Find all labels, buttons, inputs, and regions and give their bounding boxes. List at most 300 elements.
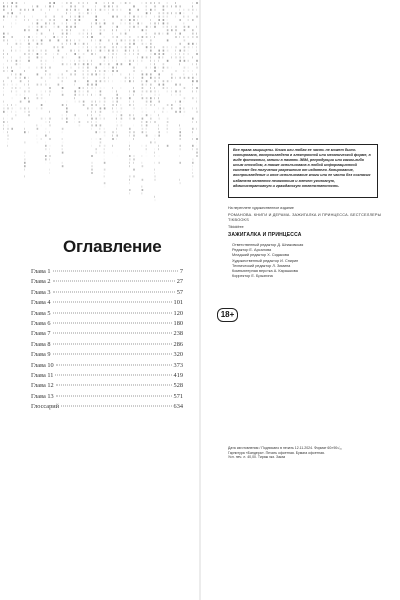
binary-glyph-mark <box>95 111 96 113</box>
binary-glyph-mark <box>7 84 8 86</box>
binary-glyph-mark <box>150 63 151 65</box>
binary-glyph-mark <box>7 70 8 72</box>
binary-glyph-mark <box>58 9 59 11</box>
binary-glyph-mark <box>70 9 71 11</box>
binary-glyph-mark <box>45 50 47 52</box>
binary-glyph-mark <box>179 60 181 62</box>
binary-glyph-mark <box>167 16 168 18</box>
binary-glyph-mark <box>192 165 193 167</box>
binary-glyph-mark <box>79 124 81 126</box>
binary-glyph-mark <box>3 84 5 86</box>
binary-glyph-mark <box>20 63 21 65</box>
binary-glyph-mark <box>100 26 102 28</box>
binary-glyph-mark <box>167 131 168 133</box>
binary-glyph-mark <box>28 111 30 113</box>
binary-glyph-mark <box>83 33 84 35</box>
binary-glyph-mark <box>196 90 197 92</box>
binary-glyph-mark <box>129 53 130 55</box>
binary-glyph-mark <box>87 80 89 82</box>
binary-glyph-mark <box>49 152 50 154</box>
binary-glyph-mark <box>116 107 117 109</box>
binary-glyph-mark <box>179 36 180 38</box>
binary-glyph-mark <box>16 60 18 62</box>
binary-glyph-mark <box>24 19 25 21</box>
toc-entry-page: 373 <box>173 361 183 369</box>
binary-glyph-mark <box>146 155 148 157</box>
binary-glyph-mark <box>24 162 26 164</box>
binary-glyph-mark <box>45 84 47 86</box>
binary-glyph-mark <box>184 114 185 116</box>
credit-line: Художественный редактор И. Спирин <box>232 258 299 263</box>
binary-glyph-mark <box>95 9 96 11</box>
binary-glyph-mark <box>196 46 197 48</box>
binary-glyph-mark <box>196 36 198 38</box>
binary-glyph-mark <box>146 145 147 147</box>
binary-glyph-mark <box>175 111 177 113</box>
toc-entry-label: Глоссарий <box>31 403 59 411</box>
binary-glyph-mark <box>171 90 172 92</box>
binary-glyph-mark <box>142 118 144 120</box>
binary-glyph-mark <box>167 67 169 69</box>
binary-glyph-mark <box>91 165 93 167</box>
binary-glyph-mark <box>137 46 138 48</box>
binary-glyph-mark <box>171 80 172 82</box>
binary-glyph-mark <box>58 26 60 28</box>
binary-glyph-mark <box>192 33 194 35</box>
binary-glyph-mark <box>79 16 81 18</box>
binary-glyph-mark <box>116 128 117 130</box>
binary-glyph-mark <box>142 80 143 82</box>
binary-glyph-mark <box>91 162 93 164</box>
binary-glyph-mark <box>192 9 194 11</box>
binary-glyph-mark <box>129 29 130 31</box>
binary-glyph-mark <box>37 26 39 28</box>
binary-glyph-mark <box>196 2 198 4</box>
binary-glyph-mark <box>121 111 122 113</box>
binary-glyph-mark <box>45 118 46 120</box>
binary-glyph-mark <box>154 141 156 143</box>
binary-glyph-mark <box>133 16 135 18</box>
binary-glyph-mark <box>20 77 21 79</box>
binary-glyph-mark <box>146 152 147 154</box>
binary-glyph-mark <box>32 9 34 11</box>
binary-glyph-mark <box>129 104 131 106</box>
binary-glyph-mark <box>175 26 177 28</box>
binary-glyph-mark <box>45 80 46 82</box>
binary-glyph-mark <box>45 26 47 28</box>
binary-glyph-mark <box>112 36 114 38</box>
binary-glyph-mark <box>121 73 122 75</box>
binary-glyph-mark <box>163 67 165 69</box>
binary-glyph-mark <box>32 5 33 7</box>
binary-glyph-mark <box>137 26 139 28</box>
copyright-notice-box: Все права защищены. Книга или любая ее часть не может быть скопирована, воспроизведена в электронной или механической форме, в виде фотокопии, записи в память ЭВМ, репродукции или каким-либо иным способом, а также использована в любой информационной системе без получения разрешения от издателя. Копирование, воспроизведение и иное использование книги или ее части без согласия издателя является незаконным и влечет уголовную, административную и гражданскую ответственность. <box>228 144 378 198</box>
binary-glyph-mark <box>24 16 25 18</box>
binary-glyph-mark <box>188 77 190 79</box>
binary-glyph-mark <box>196 60 198 62</box>
binary-glyph-mark <box>112 73 113 75</box>
binary-glyph-mark <box>142 43 144 45</box>
binary-glyph-mark <box>154 162 155 164</box>
binary-glyph-mark <box>179 128 181 130</box>
binary-glyph-mark <box>179 111 181 113</box>
binary-glyph-mark <box>150 84 152 86</box>
binary-glyph-mark <box>125 56 127 58</box>
binary-glyph-mark <box>100 114 101 116</box>
binary-glyph-mark <box>91 101 93 103</box>
toc-entry-label: Глава 6 <box>31 319 51 327</box>
binary-glyph-mark <box>41 67 43 69</box>
binary-glyph-mark <box>112 50 114 52</box>
binary-glyph-mark <box>53 33 54 35</box>
binary-glyph-mark <box>66 9 68 11</box>
binary-glyph-mark <box>184 53 185 55</box>
binary-glyph-mark <box>100 70 101 72</box>
toc-entry-label: Глава 11 <box>31 371 54 379</box>
binary-glyph-mark <box>167 145 169 147</box>
binary-glyph-mark <box>28 19 29 21</box>
binary-glyph-mark <box>129 179 130 181</box>
binary-glyph-mark <box>150 50 152 52</box>
binary-glyph-mark <box>108 77 109 79</box>
binary-glyph-mark <box>24 36 25 38</box>
binary-glyph-mark <box>150 60 151 62</box>
binary-glyph-mark <box>66 36 67 38</box>
binary-glyph-mark <box>74 70 76 72</box>
binary-glyph-mark <box>192 107 193 109</box>
binary-glyph-mark <box>70 5 72 7</box>
binary-glyph-mark <box>20 50 21 52</box>
binary-glyph-mark <box>74 118 75 120</box>
binary-glyph-mark <box>125 46 127 48</box>
binary-glyph-mark <box>41 107 43 109</box>
binary-glyph-mark <box>108 2 109 4</box>
binary-glyph-mark <box>158 77 160 79</box>
binary-glyph-mark <box>154 135 156 137</box>
binary-glyph-mark <box>32 26 33 28</box>
binary-glyph-mark <box>108 80 109 82</box>
binary-glyph-mark <box>184 56 185 58</box>
toc-entry-label: Глава 13 <box>31 392 54 400</box>
binary-glyph-mark <box>37 50 38 52</box>
binary-glyph-mark <box>179 53 180 55</box>
binary-glyph-mark <box>49 148 50 150</box>
binary-glyph-mark <box>184 36 185 38</box>
binary-glyph-mark <box>62 141 64 143</box>
binary-glyph-mark <box>45 12 46 14</box>
binary-glyph-mark <box>196 155 198 157</box>
binary-glyph-mark <box>49 73 51 75</box>
toc-leader-dots <box>53 322 172 323</box>
binary-glyph-mark <box>121 2 122 4</box>
binary-glyph-mark <box>133 118 135 120</box>
binary-glyph-mark <box>146 43 147 45</box>
binary-glyph-mark <box>91 53 93 55</box>
binary-glyph-mark <box>100 73 101 75</box>
binary-glyph-mark <box>192 131 193 133</box>
binary-glyph-mark <box>16 104 17 106</box>
binary-glyph-mark <box>150 39 152 41</box>
binary-glyph-mark <box>104 118 105 120</box>
binary-glyph-mark <box>41 94 43 96</box>
binary-glyph-mark <box>184 46 186 48</box>
binary-glyph-mark <box>116 26 118 28</box>
binary-glyph-mark <box>104 67 105 69</box>
binary-glyph-mark <box>95 90 96 92</box>
binary-glyph-mark <box>167 121 169 123</box>
book-title: ЗАЖИГАЛКА И ПРИНЦЕССА <box>228 232 302 238</box>
binary-glyph-mark <box>129 2 131 4</box>
binary-glyph-mark <box>196 148 198 150</box>
binary-glyph-mark <box>3 26 4 28</box>
binary-glyph-mark <box>116 56 117 58</box>
binary-glyph-mark <box>146 124 148 126</box>
print-detail-line: Дата изготовления / Подписано в печать 12.11.2024. Формат 60×90¹/₁₆ <box>228 446 342 450</box>
binary-glyph-mark <box>100 97 101 99</box>
binary-glyph-mark <box>62 22 63 24</box>
binary-glyph-mark <box>28 101 30 103</box>
binary-glyph-mark <box>142 29 144 31</box>
binary-glyph-mark <box>150 46 152 48</box>
binary-glyph-mark <box>150 77 152 79</box>
binary-glyph-mark <box>11 5 12 7</box>
toc-entry-page: 57 <box>176 288 183 296</box>
binary-glyph-mark <box>11 118 13 120</box>
binary-glyph-mark <box>45 67 46 69</box>
binary-glyph-mark <box>179 104 181 106</box>
binary-glyph-mark <box>20 9 22 11</box>
binary-glyph-mark <box>167 90 168 92</box>
binary-glyph-mark <box>7 5 8 7</box>
binary-glyph-mark <box>129 118 131 120</box>
binary-glyph-mark <box>32 39 34 41</box>
binary-glyph-mark <box>112 43 113 45</box>
binary-glyph-mark <box>125 77 127 79</box>
binary-glyph-mark <box>167 60 169 62</box>
binary-glyph-mark <box>11 46 12 48</box>
binary-glyph-mark <box>83 12 84 14</box>
binary-glyph-mark <box>104 50 106 52</box>
binary-glyph-mark <box>175 2 176 4</box>
binary-glyph-mark <box>116 114 117 116</box>
binary-glyph-mark <box>192 97 194 99</box>
binary-glyph-mark <box>16 5 18 7</box>
binary-glyph-mark <box>116 39 117 41</box>
binary-glyph-mark <box>158 118 160 120</box>
binary-glyph-mark <box>37 53 39 55</box>
binary-glyph-mark <box>95 67 97 69</box>
binary-glyph-mark <box>196 121 197 123</box>
binary-glyph-mark <box>142 186 143 188</box>
binary-glyph-mark <box>104 56 106 58</box>
binary-glyph-mark <box>121 9 122 11</box>
binary-glyph-mark <box>188 43 190 45</box>
binary-glyph-mark <box>137 9 139 11</box>
binary-glyph-mark <box>154 138 155 140</box>
binary-glyph-mark <box>146 84 147 86</box>
binary-glyph-mark <box>116 121 117 123</box>
binary-glyph-mark <box>129 155 131 157</box>
binary-glyph-mark <box>142 107 143 109</box>
binary-glyph-mark <box>158 97 159 99</box>
binary-glyph-mark <box>45 135 47 137</box>
binary-glyph-mark <box>125 33 127 35</box>
binary-glyph-mark <box>79 12 81 14</box>
binary-glyph-mark <box>163 19 165 21</box>
binary-glyph-mark <box>104 29 105 31</box>
binary-glyph-mark <box>121 121 122 123</box>
binary-glyph-mark <box>49 9 50 11</box>
binary-glyph-mark <box>192 148 193 150</box>
binary-glyph-mark <box>158 90 159 92</box>
binary-glyph-mark <box>108 70 109 72</box>
binary-glyph-mark <box>116 90 117 92</box>
binary-glyph-mark <box>158 114 159 116</box>
binary-glyph-mark <box>158 135 160 137</box>
binary-glyph-mark <box>66 107 68 109</box>
binary-glyph-mark <box>192 36 194 38</box>
binary-glyph-mark <box>192 135 193 137</box>
binary-glyph-mark <box>49 121 50 123</box>
binary-glyph-mark <box>104 182 106 184</box>
binary-glyph-mark <box>37 39 38 41</box>
binary-glyph-mark <box>91 114 92 116</box>
binary-glyph-mark <box>45 158 47 160</box>
binary-glyph-mark <box>91 141 92 143</box>
toc-leader-dots <box>56 364 172 365</box>
binary-glyph-mark <box>167 104 169 106</box>
binary-glyph-mark <box>158 155 160 157</box>
binary-glyph-mark <box>142 73 144 75</box>
binary-glyph-mark <box>192 138 193 140</box>
binary-glyph-mark <box>133 158 135 160</box>
binary-glyph-mark <box>146 121 148 123</box>
binary-glyph-mark <box>188 67 189 69</box>
binary-glyph-mark <box>20 56 21 58</box>
binary-glyph-mark <box>116 135 118 137</box>
binary-glyph-mark <box>133 90 135 92</box>
binary-glyph-mark <box>49 118 51 120</box>
binary-glyph-mark <box>83 60 85 62</box>
binary-glyph-mark <box>87 33 88 35</box>
binary-glyph-mark <box>142 128 144 130</box>
binary-glyph-mark <box>24 169 25 171</box>
toc-entry <box>31 330 183 340</box>
left-page <box>0 0 199 600</box>
binary-glyph-mark <box>129 101 130 103</box>
binary-glyph-mark <box>83 104 85 106</box>
binary-glyph-mark <box>37 5 39 7</box>
binary-glyph-mark <box>129 135 130 137</box>
binary-glyph-mark <box>154 148 155 150</box>
binary-glyph-mark <box>137 16 139 18</box>
binary-glyph-mark <box>91 87 93 89</box>
binary-glyph-mark <box>62 118 63 120</box>
toc-entry <box>31 268 183 278</box>
binary-glyph-mark <box>150 12 151 14</box>
binary-glyph-mark <box>7 107 9 109</box>
binary-glyph-mark <box>62 77 64 79</box>
binary-glyph-mark <box>171 56 172 58</box>
binary-glyph-mark <box>192 70 193 72</box>
binary-glyph-mark <box>167 50 169 52</box>
binary-glyph-mark <box>179 145 181 147</box>
binary-glyph-mark <box>154 179 156 181</box>
binary-glyph-mark <box>83 87 84 89</box>
binary-glyph-mark <box>167 128 168 130</box>
binary-glyph-mark <box>104 131 106 133</box>
binary-glyph-mark <box>184 67 186 69</box>
binary-glyph-mark <box>45 5 46 7</box>
binary-glyph-mark <box>100 29 102 31</box>
toc-entry-label: Глава 7 <box>31 330 51 338</box>
binary-glyph-mark <box>95 73 97 75</box>
binary-glyph-mark <box>163 33 164 35</box>
print-detail-line: Гарнитура «Бандера». Печать офсетная. Бумага офсетная. <box>228 450 325 455</box>
binary-glyph-mark <box>32 16 33 18</box>
binary-glyph-mark <box>158 131 160 133</box>
binary-glyph-mark <box>45 16 47 18</box>
binary-glyph-mark <box>133 5 135 7</box>
binary-glyph-mark <box>133 104 134 106</box>
binary-glyph-mark <box>196 77 197 79</box>
binary-glyph-mark <box>150 9 152 11</box>
binary-glyph-mark <box>163 5 165 7</box>
binary-glyph-mark <box>66 12 67 14</box>
binary-glyph-mark <box>24 158 26 160</box>
binary-glyph-mark <box>146 46 148 48</box>
binary-glyph-mark <box>112 2 114 4</box>
binary-glyph-mark <box>45 60 47 62</box>
binary-glyph-mark <box>74 121 75 123</box>
binary-glyph-mark <box>3 128 4 130</box>
binary-glyph-mark <box>37 97 39 99</box>
binary-glyph-mark <box>95 138 97 140</box>
binary-glyph-mark <box>108 12 109 14</box>
binary-glyph-mark <box>87 114 88 116</box>
binary-glyph-mark <box>28 43 30 45</box>
binary-glyph-mark <box>100 128 101 130</box>
binary-glyph-mark <box>3 131 4 133</box>
binary-glyph-mark <box>62 162 63 164</box>
binary-glyph-mark <box>28 36 30 38</box>
binary-glyph-mark <box>16 114 17 116</box>
binary-glyph-mark <box>196 107 197 109</box>
binary-glyph-mark <box>133 169 135 171</box>
binary-glyph-mark <box>87 36 88 38</box>
binary-glyph-mark <box>167 118 169 120</box>
binary-glyph-mark <box>184 16 185 18</box>
binary-glyph-mark <box>62 90 63 92</box>
binary-glyph-mark <box>87 77 88 79</box>
binary-glyph-mark <box>116 118 117 120</box>
binary-glyph-mark <box>66 39 68 41</box>
binary-glyph-mark <box>129 50 130 52</box>
binary-glyph-mark <box>112 152 113 154</box>
binary-glyph-mark <box>150 53 152 55</box>
binary-glyph-mark <box>16 63 18 65</box>
binary-glyph-mark <box>37 107 38 109</box>
binary-glyph-mark <box>142 90 144 92</box>
binary-glyph-mark <box>158 148 159 150</box>
binary-glyph-mark <box>95 94 96 96</box>
binary-glyph-mark <box>142 155 143 157</box>
binary-glyph-mark <box>58 53 59 55</box>
binary-glyph-mark <box>7 12 9 14</box>
binary-glyph-mark <box>3 19 4 21</box>
binary-glyph-mark <box>146 131 147 133</box>
binary-glyph-mark <box>171 12 172 14</box>
